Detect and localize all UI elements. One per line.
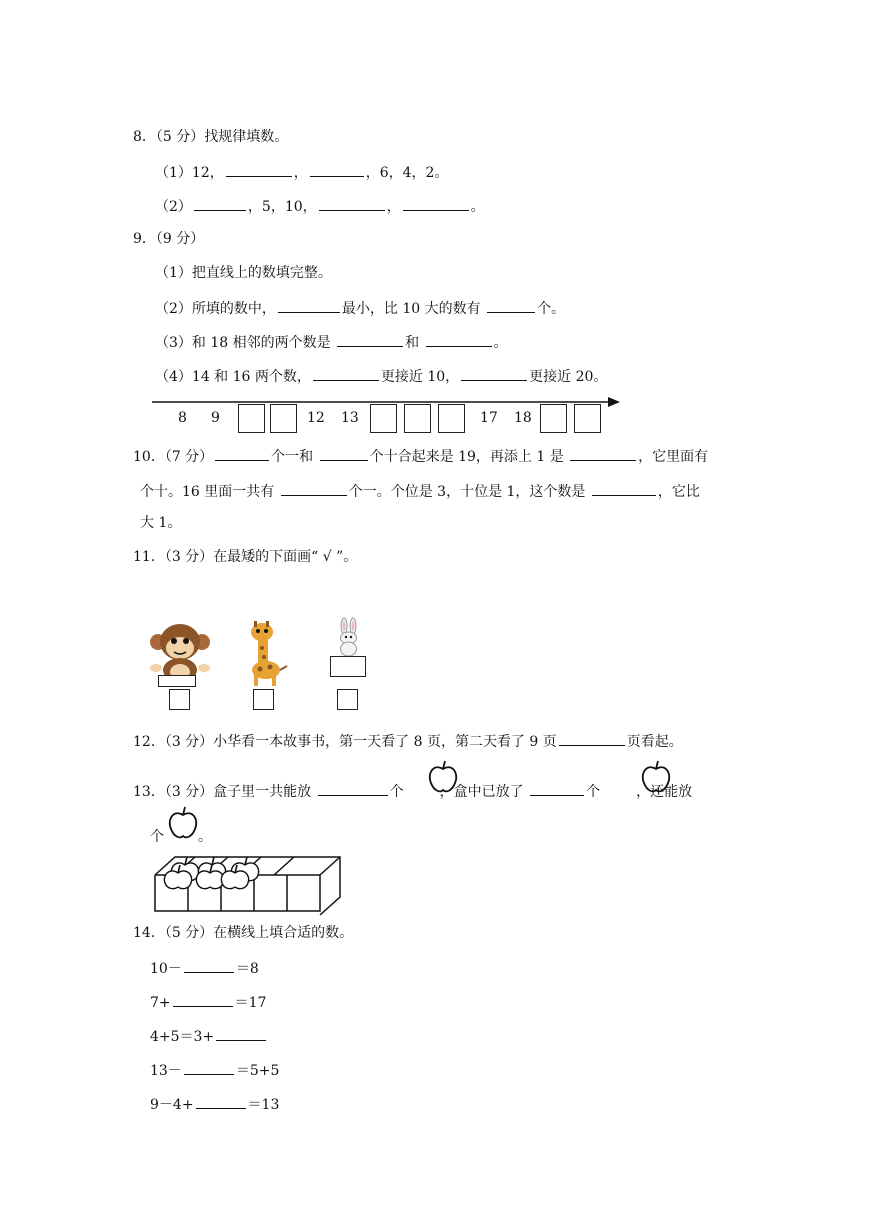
q9-part2 bbox=[155, 298, 565, 318]
answer-blank[interactable] bbox=[184, 958, 234, 973]
q14-eq1 bbox=[150, 958, 259, 978]
q10-text-f: 个一。个位是 3，十位是 1，这个数是 bbox=[348, 484, 590, 500]
q9-p2-text-a: （2）所填的数中， bbox=[155, 301, 276, 317]
answer-blank[interactable] bbox=[403, 196, 469, 211]
q13-text-e: ，还能放 bbox=[636, 784, 693, 800]
q8-part2 bbox=[155, 196, 485, 216]
q10-text-c: 个十合起来是 19，再添上 1 是 bbox=[369, 449, 569, 465]
q9-p2-text-b: 最小，比 10 大的数有 bbox=[341, 301, 486, 317]
tick-label: 9 bbox=[211, 410, 220, 426]
q8-p1-text-b: ， bbox=[293, 165, 308, 181]
q9-part3 bbox=[155, 332, 508, 352]
q9-p3-text-a: （3）和 18 相邻的两个数是 bbox=[155, 335, 336, 351]
q9-part1: （1）把直线上的数填完整。 bbox=[155, 265, 332, 281]
eq-text: 4+5＝3+ bbox=[150, 1029, 215, 1045]
answer-blank[interactable] bbox=[173, 992, 233, 1007]
answer-blank[interactable] bbox=[530, 781, 584, 796]
q9-p4-text-a: （4）14 和 16 两个数， bbox=[155, 369, 311, 385]
rabbit-icon bbox=[334, 618, 364, 656]
eq-text: 9－4+ bbox=[150, 1097, 194, 1113]
eq-text: ＝8 bbox=[235, 961, 259, 977]
tick-label: 8 bbox=[178, 410, 187, 426]
number-box[interactable] bbox=[370, 404, 397, 433]
q13-line1 bbox=[133, 781, 692, 801]
q10-line1 bbox=[133, 446, 708, 466]
q10-text-b: 个一和 bbox=[271, 449, 318, 465]
number-box[interactable] bbox=[238, 404, 265, 433]
number-box[interactable] bbox=[270, 404, 297, 433]
q9-title: 9．（9 分） bbox=[133, 231, 205, 247]
answer-blank[interactable] bbox=[278, 298, 340, 313]
number-box[interactable] bbox=[540, 404, 567, 433]
q8-part1 bbox=[155, 162, 448, 182]
q8-p2-text-c: ， bbox=[386, 199, 401, 215]
q9-p4-text-b: 更接近 10， bbox=[380, 369, 460, 385]
tick-label: 17 bbox=[480, 410, 498, 426]
answer-blank[interactable] bbox=[320, 446, 368, 461]
q8-p1-text-c: ，6，4，2。 bbox=[365, 165, 449, 181]
q12-text bbox=[133, 731, 683, 751]
q13-text-c: ，盒中已放了 bbox=[439, 784, 529, 800]
q10-line3: 大 1。 bbox=[140, 515, 182, 531]
apple-icon bbox=[641, 760, 671, 794]
q14-title: 14．（5 分）在横线上填合适的数。 bbox=[133, 925, 354, 941]
q10-text-g: ，它比 bbox=[657, 484, 700, 500]
q13-text-f: 个 bbox=[150, 829, 164, 845]
q8-p1-text-a: （1）12， bbox=[155, 165, 224, 181]
q12-text-b: 页看起。 bbox=[626, 734, 683, 750]
eq-text: ＝13 bbox=[247, 1097, 280, 1113]
q14-eq5 bbox=[150, 1094, 279, 1114]
q9-p4-text-c: 更接近 20。 bbox=[529, 369, 608, 385]
tick-label: 18 bbox=[514, 410, 532, 426]
q14-eq2 bbox=[150, 992, 266, 1012]
answer-blank[interactable] bbox=[318, 781, 388, 796]
answer-blank[interactable] bbox=[216, 1026, 266, 1041]
apple-icon bbox=[168, 806, 198, 840]
arrow-right-icon bbox=[608, 397, 620, 407]
q13-text-d: 个 bbox=[586, 784, 601, 800]
answer-blank[interactable] bbox=[184, 1060, 234, 1075]
answer-blank[interactable] bbox=[426, 332, 492, 347]
tick-label: 13 bbox=[341, 410, 359, 426]
answer-blank[interactable] bbox=[337, 332, 403, 347]
number-box[interactable] bbox=[404, 404, 431, 433]
q10-line2 bbox=[140, 481, 700, 501]
q8-p2-text-b: ，5，10， bbox=[247, 199, 317, 215]
answer-blank[interactable] bbox=[319, 196, 385, 211]
q8-p2-text-d: 。 bbox=[470, 199, 485, 215]
answer-blank[interactable] bbox=[226, 162, 292, 177]
answer-blank[interactable] bbox=[487, 298, 535, 313]
q13-text-g: 。 bbox=[198, 829, 212, 845]
label-box bbox=[330, 656, 366, 677]
number-line bbox=[0, 390, 869, 450]
checkbox[interactable] bbox=[253, 689, 274, 710]
answer-blank[interactable] bbox=[310, 162, 364, 177]
giraffe-icon bbox=[240, 620, 290, 686]
checkbox[interactable] bbox=[337, 689, 358, 710]
answer-blank[interactable] bbox=[592, 481, 656, 496]
label-box bbox=[158, 675, 196, 687]
eq-text: ＝5+5 bbox=[235, 1063, 280, 1079]
q9-p3-text-c: 。 bbox=[493, 335, 508, 351]
q9-p3-text-b: 和 bbox=[405, 335, 424, 351]
eq-text: 7+ bbox=[150, 995, 171, 1011]
answer-blank[interactable] bbox=[196, 1094, 246, 1109]
q13-text-b: 个 bbox=[389, 784, 404, 800]
number-box[interactable] bbox=[438, 404, 465, 433]
q13-text-a: 13．（3 分）盒子里一共能放 bbox=[133, 784, 316, 800]
q11-title: 11．（3 分）在最矮的下面画“ √ ”。 bbox=[133, 549, 358, 565]
eq-text: 10－ bbox=[150, 961, 182, 977]
answer-blank[interactable] bbox=[215, 446, 269, 461]
q9-p2-text-c: 个。 bbox=[537, 301, 566, 317]
answer-blank[interactable] bbox=[194, 196, 246, 211]
monkey-icon bbox=[150, 622, 210, 682]
eq-text: 13－ bbox=[150, 1063, 182, 1079]
q8-p2-text-a: （2） bbox=[155, 199, 192, 215]
q10-text-e: 个十。16 里面一共有 bbox=[140, 484, 279, 500]
q10-text-d: ，它里面有 bbox=[638, 449, 709, 465]
answer-blank[interactable] bbox=[559, 731, 625, 746]
answer-blank[interactable] bbox=[281, 481, 347, 496]
q14-eq3 bbox=[150, 1026, 268, 1046]
apple-box-illustration bbox=[150, 845, 350, 915]
eq-text: ＝17 bbox=[234, 995, 267, 1011]
q8-title: 8．（5 分）找规律填数。 bbox=[133, 129, 289, 145]
answer-blank[interactable] bbox=[313, 366, 379, 381]
answer-blank[interactable] bbox=[461, 366, 527, 381]
q10-text-a: 10．（7 分） bbox=[133, 449, 214, 465]
q14-eq4 bbox=[150, 1060, 279, 1080]
checkbox[interactable] bbox=[169, 689, 190, 710]
tick-label: 12 bbox=[307, 410, 325, 426]
answer-blank[interactable] bbox=[570, 446, 636, 461]
number-box[interactable] bbox=[574, 404, 601, 433]
apple-icon bbox=[428, 760, 458, 794]
q12-text-a: 12．（3 分）小华看一本故事书，第一天看了 8 页，第二天看了 9 页 bbox=[133, 734, 557, 750]
q9-part4 bbox=[155, 366, 607, 386]
